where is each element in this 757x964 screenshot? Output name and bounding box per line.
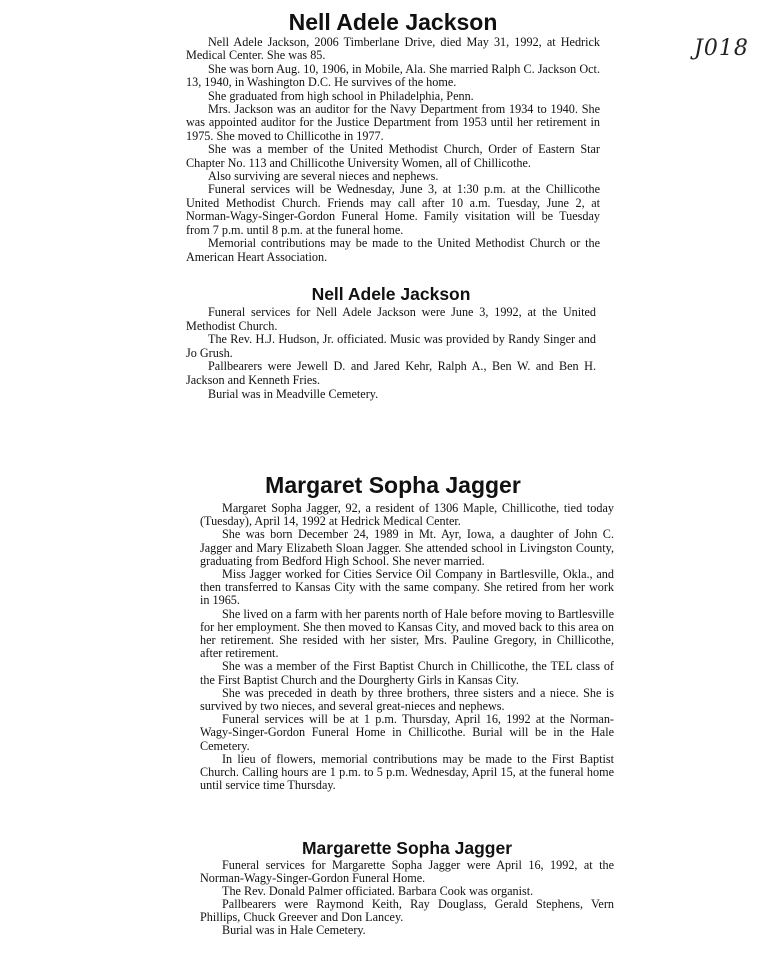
handwritten-annotation: J018 [694,36,749,61]
paragraph: Memorial contributions may be made to the United Methodist Church or the American Heart Association. [186,236,600,264]
paragraph: She was born December 24, 1989 in Mt. Ayr, Iowa, a daughter of John C. Jagger and Mary Elizabeth Sloan Jagger. She attended school in Livingston County, graduating from Bedford High School. She never married. [200,527,614,568]
article-heading: Nell Adele Jackson [288,9,498,35]
article-heading: Margarette Sopha Jagger [301,838,513,858]
paragraph: She lived on a farm with her parents north of Hale before moving to Bartlesville for her employment. She then moved to Kansas City, and moved back to this area on her retirement. She resided with her sister, Mrs. Pauline Gregory, in Chillicothe, after retirement. [200,606,614,661]
funeral-notice-margarette-jagger [200,838,614,937]
paragraph: Miss Jagger worked for Cities Service Oil Company in Bartlesville, Okla., and then transferred to Kansas City with the same company. She retired from her work in 1965. [200,567,614,608]
paragraph: Burial was in Meadville Cemetery. [208,386,379,401]
paragraph: Funeral services for Nell Adele Jackson were June 3, 1992, at the United Methodist Church. [186,305,596,333]
paragraph: Funeral services will be at 1 p.m. Thursday, April 16, 1992 at the Norman-Wagy-Singer-Gordon Funeral Home in Chillicothe. Burial will be in the Hale Cemetery. [200,712,614,753]
article-body [186,306,596,401]
obituary-margaret-jagger [200,470,614,792]
paragraph: Pallbearers were Jewell D. and Jared Kehr, Ralph A., Ben W. and Ben H. Jackson and Kenneth Fries. [186,359,596,387]
paragraph: Pallbearers were Raymond Keith, Ray Douglass, Gerald Stephens, Vern Phillips, Chuck Greever and Don Lancey. [200,897,614,924]
paragraph: Margaret Sopha Jagger, 92, a resident of 1306 Maple, Chillicothe, tied today (Tuesday), April 14, 1992 at Hedrick Medical Center. [200,501,614,529]
paragraph: Also surviving are several nieces and nephews. [208,169,439,184]
paragraph: The Rev. Donald Palmer officiated. Barbara Cook was organist. [222,884,534,898]
article-heading: Nell Adele Jackson [311,284,471,304]
paragraph: She was preceded in death by three brothers, three sisters and a niece. She is survived by two nieces, and several great-nieces and nephews. [200,685,614,714]
article-heading: Margaret Sopha Jagger [265,472,521,498]
paragraph: Funeral services will be Wednesday, June 3, at 1:30 p.m. at the Chillicothe United Methodist Church. Friends may call after 10 a.m. Tuesday, June 2, at Norman-Wagy-Singer-Gordon Funeral Home. Family visitation will be Tuesday from 7 p.m. until 8 p.m. at the funeral home. [186,182,600,237]
paragraph: Burial was in Hale Cemetery. [222,923,366,937]
article-body [200,859,614,937]
article-body [200,502,614,792]
paragraph: In lieu of flowers, memorial contributions may be made to the First Baptist Church. Calling hours are 1 p.m. to 5 p.m. Wednesday, April 15, at the funeral home until service time Thursday. [200,751,614,793]
paragraph: She was a member of the First Baptist Church in Chillicothe, the TEL class of the First Baptist Church and the Dourgherty Girls in Kansas City. [200,659,614,687]
paragraph: Funeral services for Margarette Sopha Jagger were April 16, 1992, at the Norman-Wagy-Singer-Gordon Funeral Home. [200,858,614,885]
paragraph: She was born Aug. 10, 1906, in Mobile, Ala. She married Ralph C. Jackson Oct. 13, 1940, in Washington D.C. He survives of the home. [186,61,600,90]
paragraph: She graduated from high school in Philadelphia, Penn. [208,88,474,103]
funeral-notice-nell-jackson [186,284,596,401]
obituary-nell-jackson [186,8,600,264]
article-body [186,36,600,264]
paragraph: The Rev. H.J. Hudson, Jr. officiated. Music was provided by Randy Singer and Jo Grush. [186,332,596,360]
paragraph: Nell Adele Jackson, 2006 Timberlane Drive, died May 31, 1992, at Hedrick Medical Center. She was 85. [186,35,600,63]
paragraph: She was a member of the United Methodist Church, Order of Eastern Star Chapter No. 113 and Chillicothe University Women, all of Chillicothe. [186,142,600,170]
paragraph: Mrs. Jackson was an auditor for the Navy Department from 1934 to 1940. She was appointed auditor for the Justice Department from 1953 until her retirement in 1975. She moved to Chillicothe in 1977. [186,102,600,143]
